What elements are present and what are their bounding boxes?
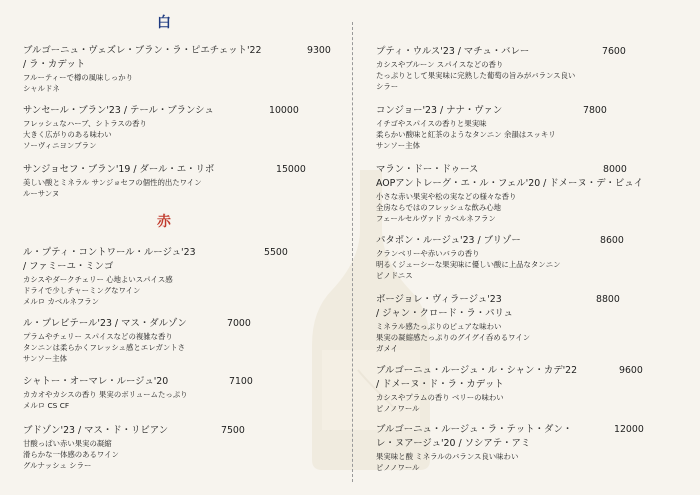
wine-description: 小さな赤い果実や松の実などの様々な香り xyxy=(376,192,517,201)
wine-price: 7800 xyxy=(583,105,607,116)
wine-grape: シラー xyxy=(376,82,399,91)
menu-entry xyxy=(376,45,626,92)
wine-description: ドライで少しチャーミングなワイン xyxy=(23,286,141,295)
wine-grape: ピノノワール xyxy=(376,463,420,472)
wine-producer: / ジャン・クロード・ラ・パリュ xyxy=(376,308,513,319)
wine-description: 明るくジューシーな果実味に優しい酸に上品なタンニン xyxy=(376,260,561,269)
wine-description: プラムやチェリー スパイスなどの複雑な香り xyxy=(23,332,173,341)
wine-name: マラン・ドー・ドゥース xyxy=(376,164,479,175)
wine-description: カシスやブルーン スパイスなどの香り xyxy=(376,60,504,69)
wine-name: サンセール・ブラン'23 / テール・ブランシュ xyxy=(23,105,214,116)
wine-description: 全房ならではのフレッシュな飲み心地 xyxy=(376,203,502,212)
wine-description: 柔らかい酸味と紅茶のようなタンニン 余韻はスッキリ xyxy=(376,130,556,139)
wine-producer: / ラ・カデット xyxy=(23,59,86,70)
wine-name: ル・プレビテール'23 / マス・ダルゾン xyxy=(23,318,187,329)
wine-grape: ルーサンヌ xyxy=(23,189,60,198)
wine-description: イチゴやスパイスの香りと果実味 xyxy=(376,119,487,128)
wine-name: パタポン・ルージュ'23 / ブリゾー xyxy=(376,235,521,246)
wine-name: ブルゴーニュ・ヴェズレ・ブラン・ラ・ピエチェット'22 xyxy=(23,45,262,56)
wine-description: 滑らかな一体感のあるワイン xyxy=(23,450,119,459)
menu-entry xyxy=(23,246,288,307)
wine-grape: メルロ カベルネフラン xyxy=(23,297,100,306)
wine-price: 7100 xyxy=(229,376,253,387)
wine-producer: レ・ヌアージュ'20 / ソシアテ・アミ xyxy=(376,438,531,449)
red-wine-heading: 赤 xyxy=(157,214,171,230)
column-divider xyxy=(352,22,353,482)
wine-grape: ソーヴィニヨンブラン xyxy=(23,141,97,150)
wine-price: 8000 xyxy=(603,164,627,175)
wine-grape: サンソー主体 xyxy=(376,141,420,150)
wine-producer: / ファミーユ・ミンゴ xyxy=(23,261,114,272)
wine-description: クランベリーや赤いバラの香り xyxy=(376,249,480,258)
wine-description: カシスやプラムの香り ベリーの味わい xyxy=(376,393,504,402)
wine-grape: ピノノワール xyxy=(376,404,420,413)
wine-description: 果実の凝縮感たっぷりのグイグイ呑めるワイン xyxy=(376,333,531,342)
wine-description: フレッシュなハーブ、シトラスの香り xyxy=(23,119,147,128)
wine-price: 9600 xyxy=(619,365,643,376)
wine-price: 10000 xyxy=(269,105,299,116)
wine-description: 果実味と酸 ミネラルのバランス良い味わい xyxy=(376,452,519,461)
wine-name: ブルゴーニュ・ルージュ・ラ・テット・ダン・ xyxy=(376,424,573,435)
menu-entry xyxy=(376,293,620,354)
wine-price: 7600 xyxy=(602,46,626,57)
wine-grape: ガメイ xyxy=(376,344,399,353)
wine-grape: メルロ CS CF xyxy=(23,401,70,410)
menu-entry xyxy=(376,163,643,224)
menu-entry xyxy=(23,44,331,94)
wine-price: 8600 xyxy=(600,235,624,246)
wine-description: タンニンは柔らかくフレッシュ感とエレガントさ xyxy=(23,343,186,352)
wine-description: たっぷりとして果実味に完熟した葡萄の旨みがバランス良い xyxy=(376,71,576,80)
wine-price: 9300 xyxy=(307,45,331,56)
wine-description: 大きく広がりのある味わい xyxy=(23,130,112,139)
wine-price: 7000 xyxy=(227,318,251,329)
wine-price: 15000 xyxy=(276,164,306,175)
wine-description: カカオやカシスの香り 果実のボリュームたっぷり xyxy=(23,390,188,399)
wine-grape: ピノドニス xyxy=(376,271,413,280)
wine-description: 美しい酸とミネラル サンジョセフの個性的出たワイン xyxy=(23,178,202,187)
menu-entry xyxy=(23,424,245,471)
wine-name: プティ・ウルス'23 / マチュ・バレー xyxy=(376,46,530,57)
wine-name: サンジョセフ・ブラン'19 / ダール・エ・リボ xyxy=(23,164,215,175)
menu-entry xyxy=(376,234,624,281)
menu-entry xyxy=(23,375,253,411)
wine-description: カシスやダークチェリー 心地よいスパイス感 xyxy=(23,275,173,284)
wine-grape: グルナッシュ シラー xyxy=(23,461,92,470)
wine-price: 5500 xyxy=(264,247,288,258)
wine-description: フルーティーで樽の風味しっかり xyxy=(23,73,133,82)
menu-entry xyxy=(376,423,644,473)
wine-price: 7500 xyxy=(221,425,245,436)
wine-price: 12000 xyxy=(614,424,644,435)
wine-producer: / ドメーヌ・ド・ラ・カデット xyxy=(376,379,504,390)
wine-name: ブルゴーニュ・ルージュ・ル・シャン・カデ'22 xyxy=(376,365,578,376)
wine-grape: フェールセルヴァド カベルネフラン xyxy=(376,214,496,223)
wine-description: 甘酸っぱい赤い果実の凝縮 xyxy=(23,439,112,448)
wine-grape: サンソー主体 xyxy=(23,354,67,363)
white-wine-heading: 白 xyxy=(157,15,171,31)
wine-grape: シャルドネ xyxy=(23,84,60,93)
menu-entry xyxy=(376,104,607,151)
wine-name: コンジョー'23 / ナナ・ヴァン xyxy=(376,105,503,116)
menu-entry xyxy=(23,317,251,364)
menu-entry xyxy=(23,163,306,199)
menu-entry xyxy=(376,364,643,414)
wine-producer: AOPアントレーグ・エ・ル・フェル'20 / ドメーヌ・デ・ビュイ xyxy=(376,178,643,189)
wine-name: ボージョレ・ヴィラージュ'23 xyxy=(376,294,502,305)
wine-description: ミネラル感たっぷりのピュアな味わい xyxy=(376,322,502,331)
menu-entry xyxy=(23,104,299,151)
wine-name: シャトー・オーマレ・ルージュ'20 xyxy=(23,376,169,387)
wine-price: 8800 xyxy=(596,294,620,305)
wine-name: ル・プティ・コントワール・ルージュ'23 xyxy=(23,247,196,258)
wine-name: ブドゾン'23 / マス・ド・リビアン xyxy=(23,425,169,436)
